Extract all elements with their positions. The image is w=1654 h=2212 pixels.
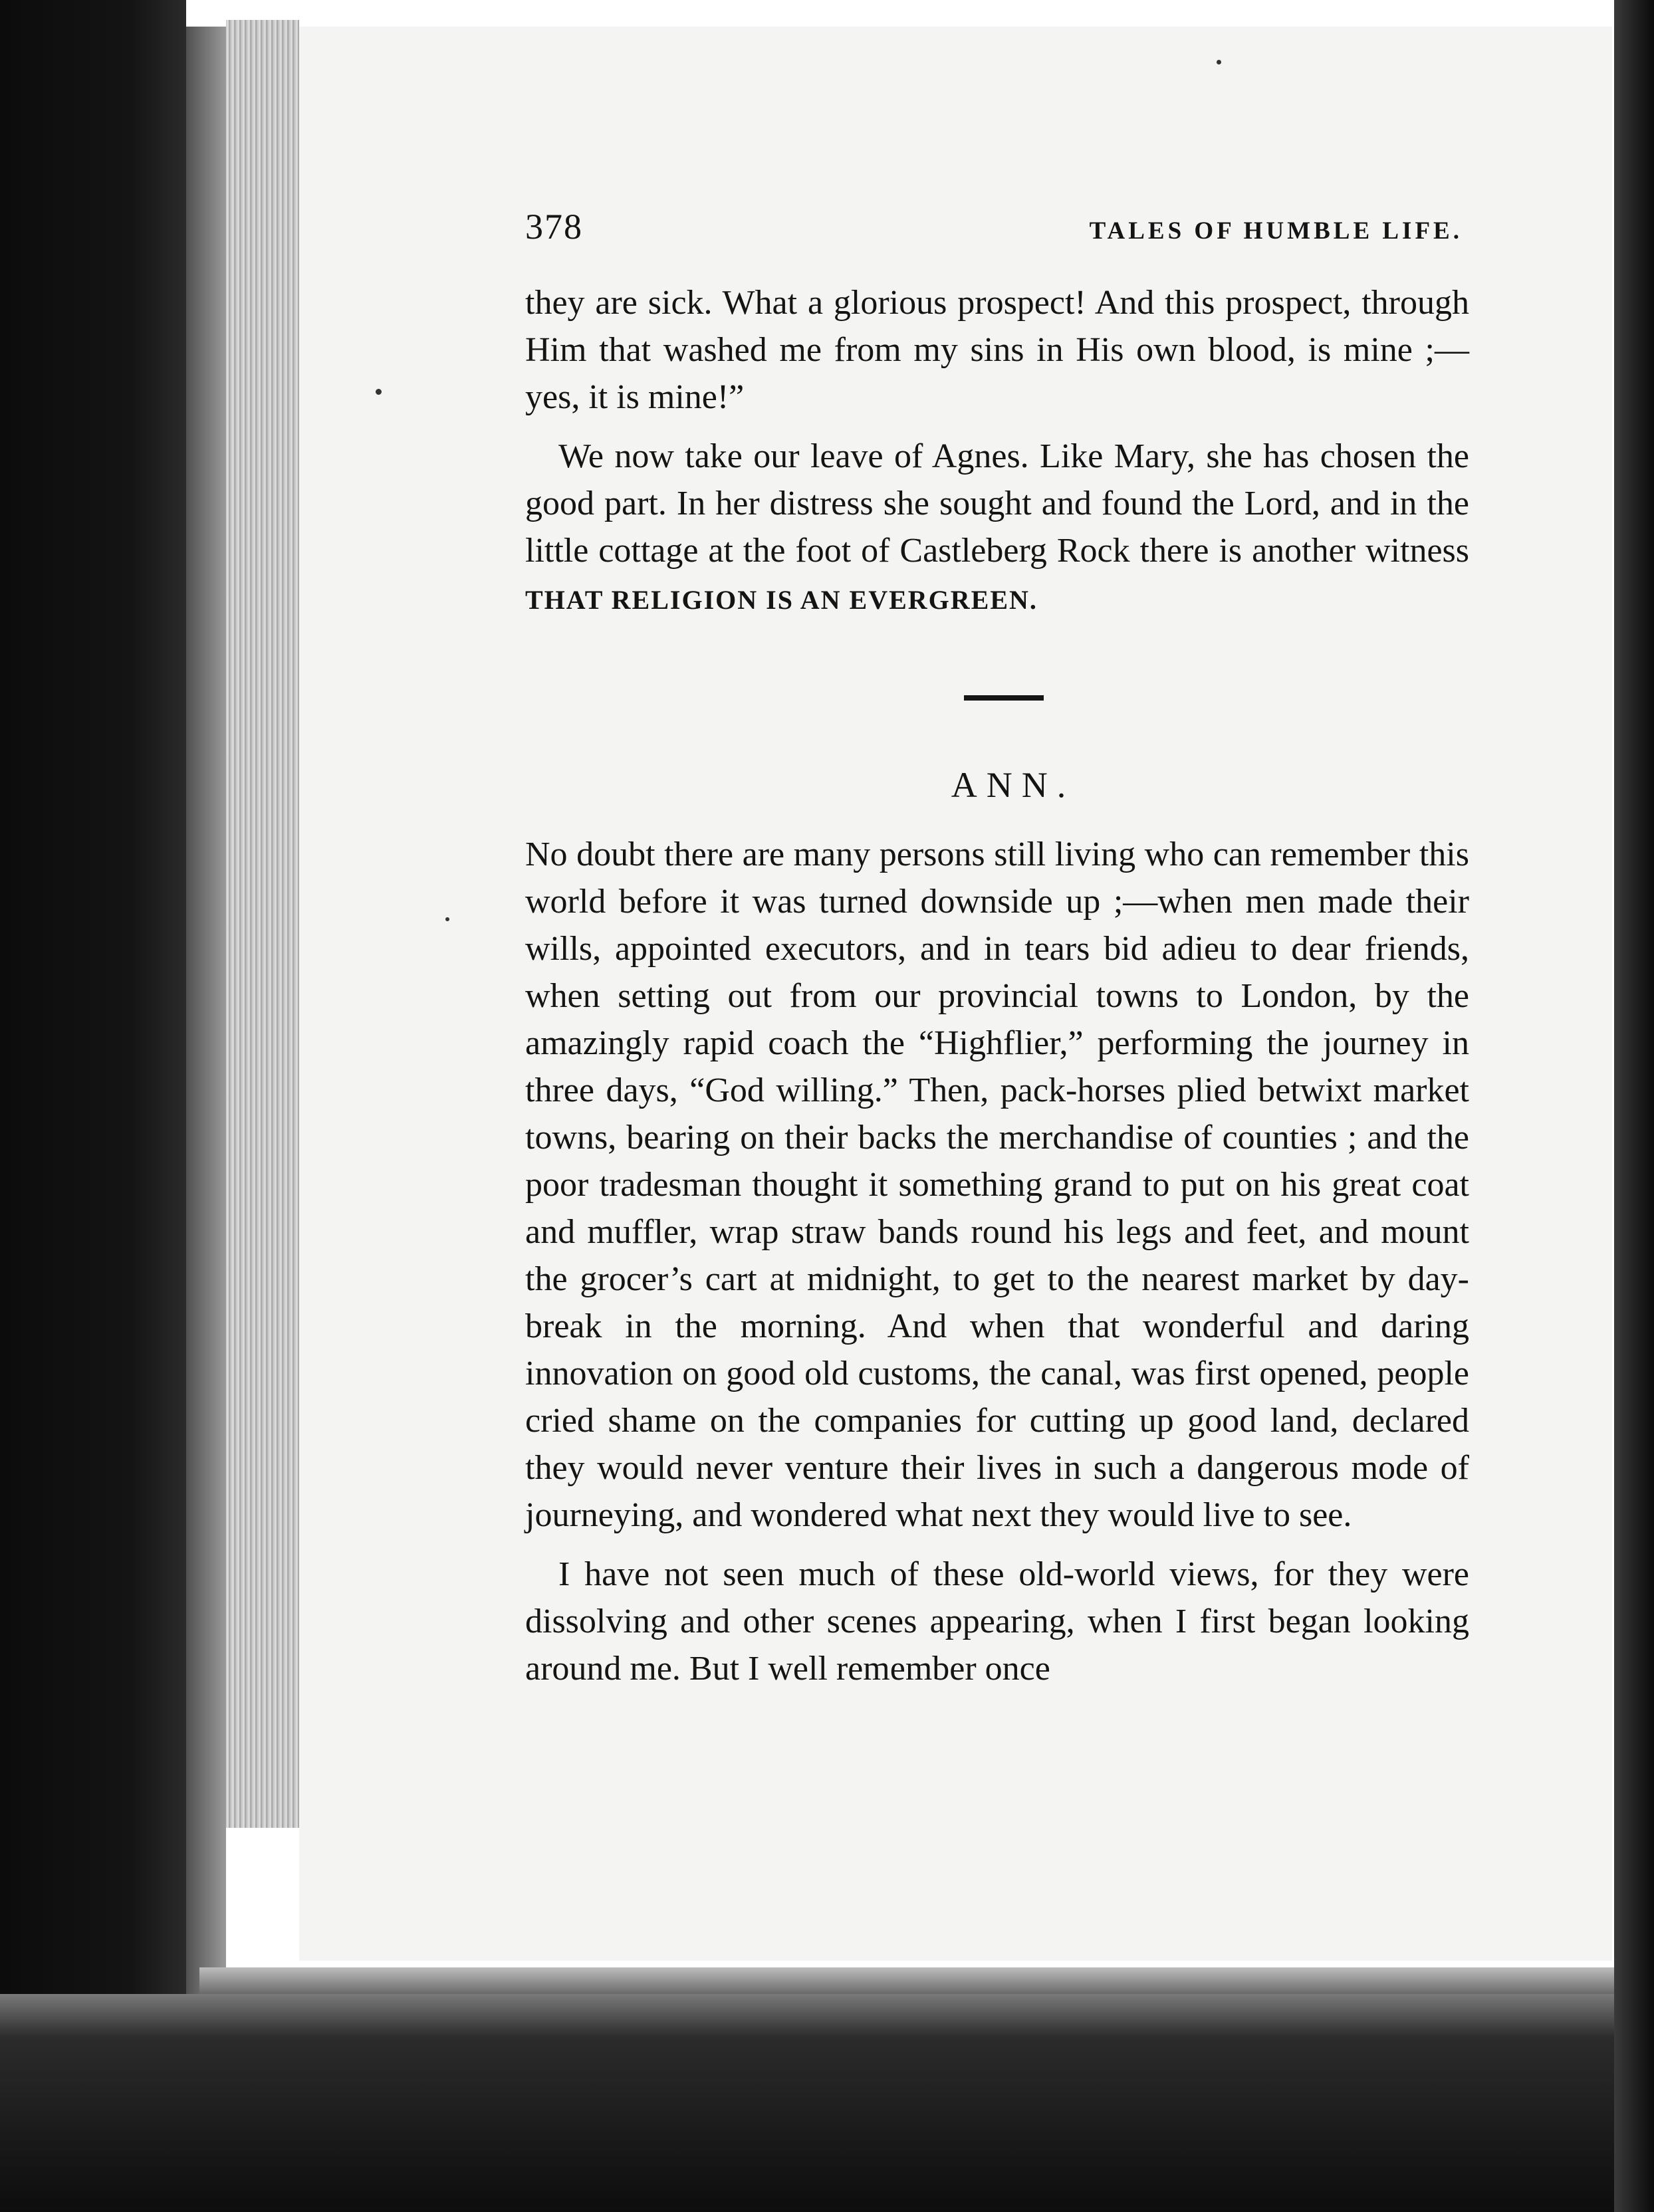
section-divider-rule — [964, 695, 1044, 701]
book-gutter — [186, 27, 226, 2027]
print-speck — [1217, 60, 1221, 64]
print-speck — [445, 917, 449, 921]
closing-paragraph-text: We now take our leave of Agnes. Like Mary, she has chosen the good part. In her distress she sought and found the Lord, and in the little cottage at the foot of Castleberg Rock there is another witness — [525, 437, 1469, 570]
running-head — [525, 206, 1469, 247]
page-number: 378 — [525, 207, 583, 247]
scan-right-shadow — [1614, 0, 1654, 2212]
page-edges — [226, 20, 299, 1828]
section-title: ANN. — [951, 765, 1076, 805]
closing-paragraph-smallcaps: THAT RELIGION IS AN EVERGREEN. — [525, 585, 1038, 615]
print-speck — [376, 389, 382, 395]
section-paragraph-1: No doubt there are many persons still living who can remember this world before it was turned downside up ;—when men made their wills, appointed executors, and in tears bid adieu to dear friends, when setting out from our provincial towns to London, by the amazingly rapid coach the “Highflier,” performing the journey in three days, “God willing.” Then, pack-horses plied betwixt market towns, bearing on their backs the merchandise of counties ; and the poor tradesman thought it something grand to put on his great coat and muffler, wrap straw bands round his legs and feet, and mount the grocer’s cart at midnight, to get to the nearest market by day-break in the morning. And when that wonderful and daring innovation on good old customs, the canal, was first opened, people cried shame on the companies for cutting up good land, declared they would never venture their lives in such a dangerous mode of journeying, and wondered what next they would live to see. — [525, 835, 1469, 1534]
text-block — [525, 206, 1469, 1692]
closing-paragraph — [525, 433, 1469, 623]
section-paragraph-2: I have not seen much of these old-world views, for they were dissolving and other scenes appearing, when I first began looking around me. But I well remember once — [525, 1555, 1469, 1688]
book-page — [299, 27, 1612, 1961]
page-bottom-edge — [199, 1967, 1622, 1994]
running-title: TALES OF HUMBLE LIFE. — [1089, 217, 1463, 245]
continuation-paragraph: they are sick. What a glorious prospect! And this prospect, through Him that washed me from my sins in His own blood, is mine ;—yes, it is mine!” — [525, 284, 1469, 416]
scan-bottom-shadow — [0, 1994, 1654, 2212]
book-spine-shadow — [0, 0, 186, 2212]
